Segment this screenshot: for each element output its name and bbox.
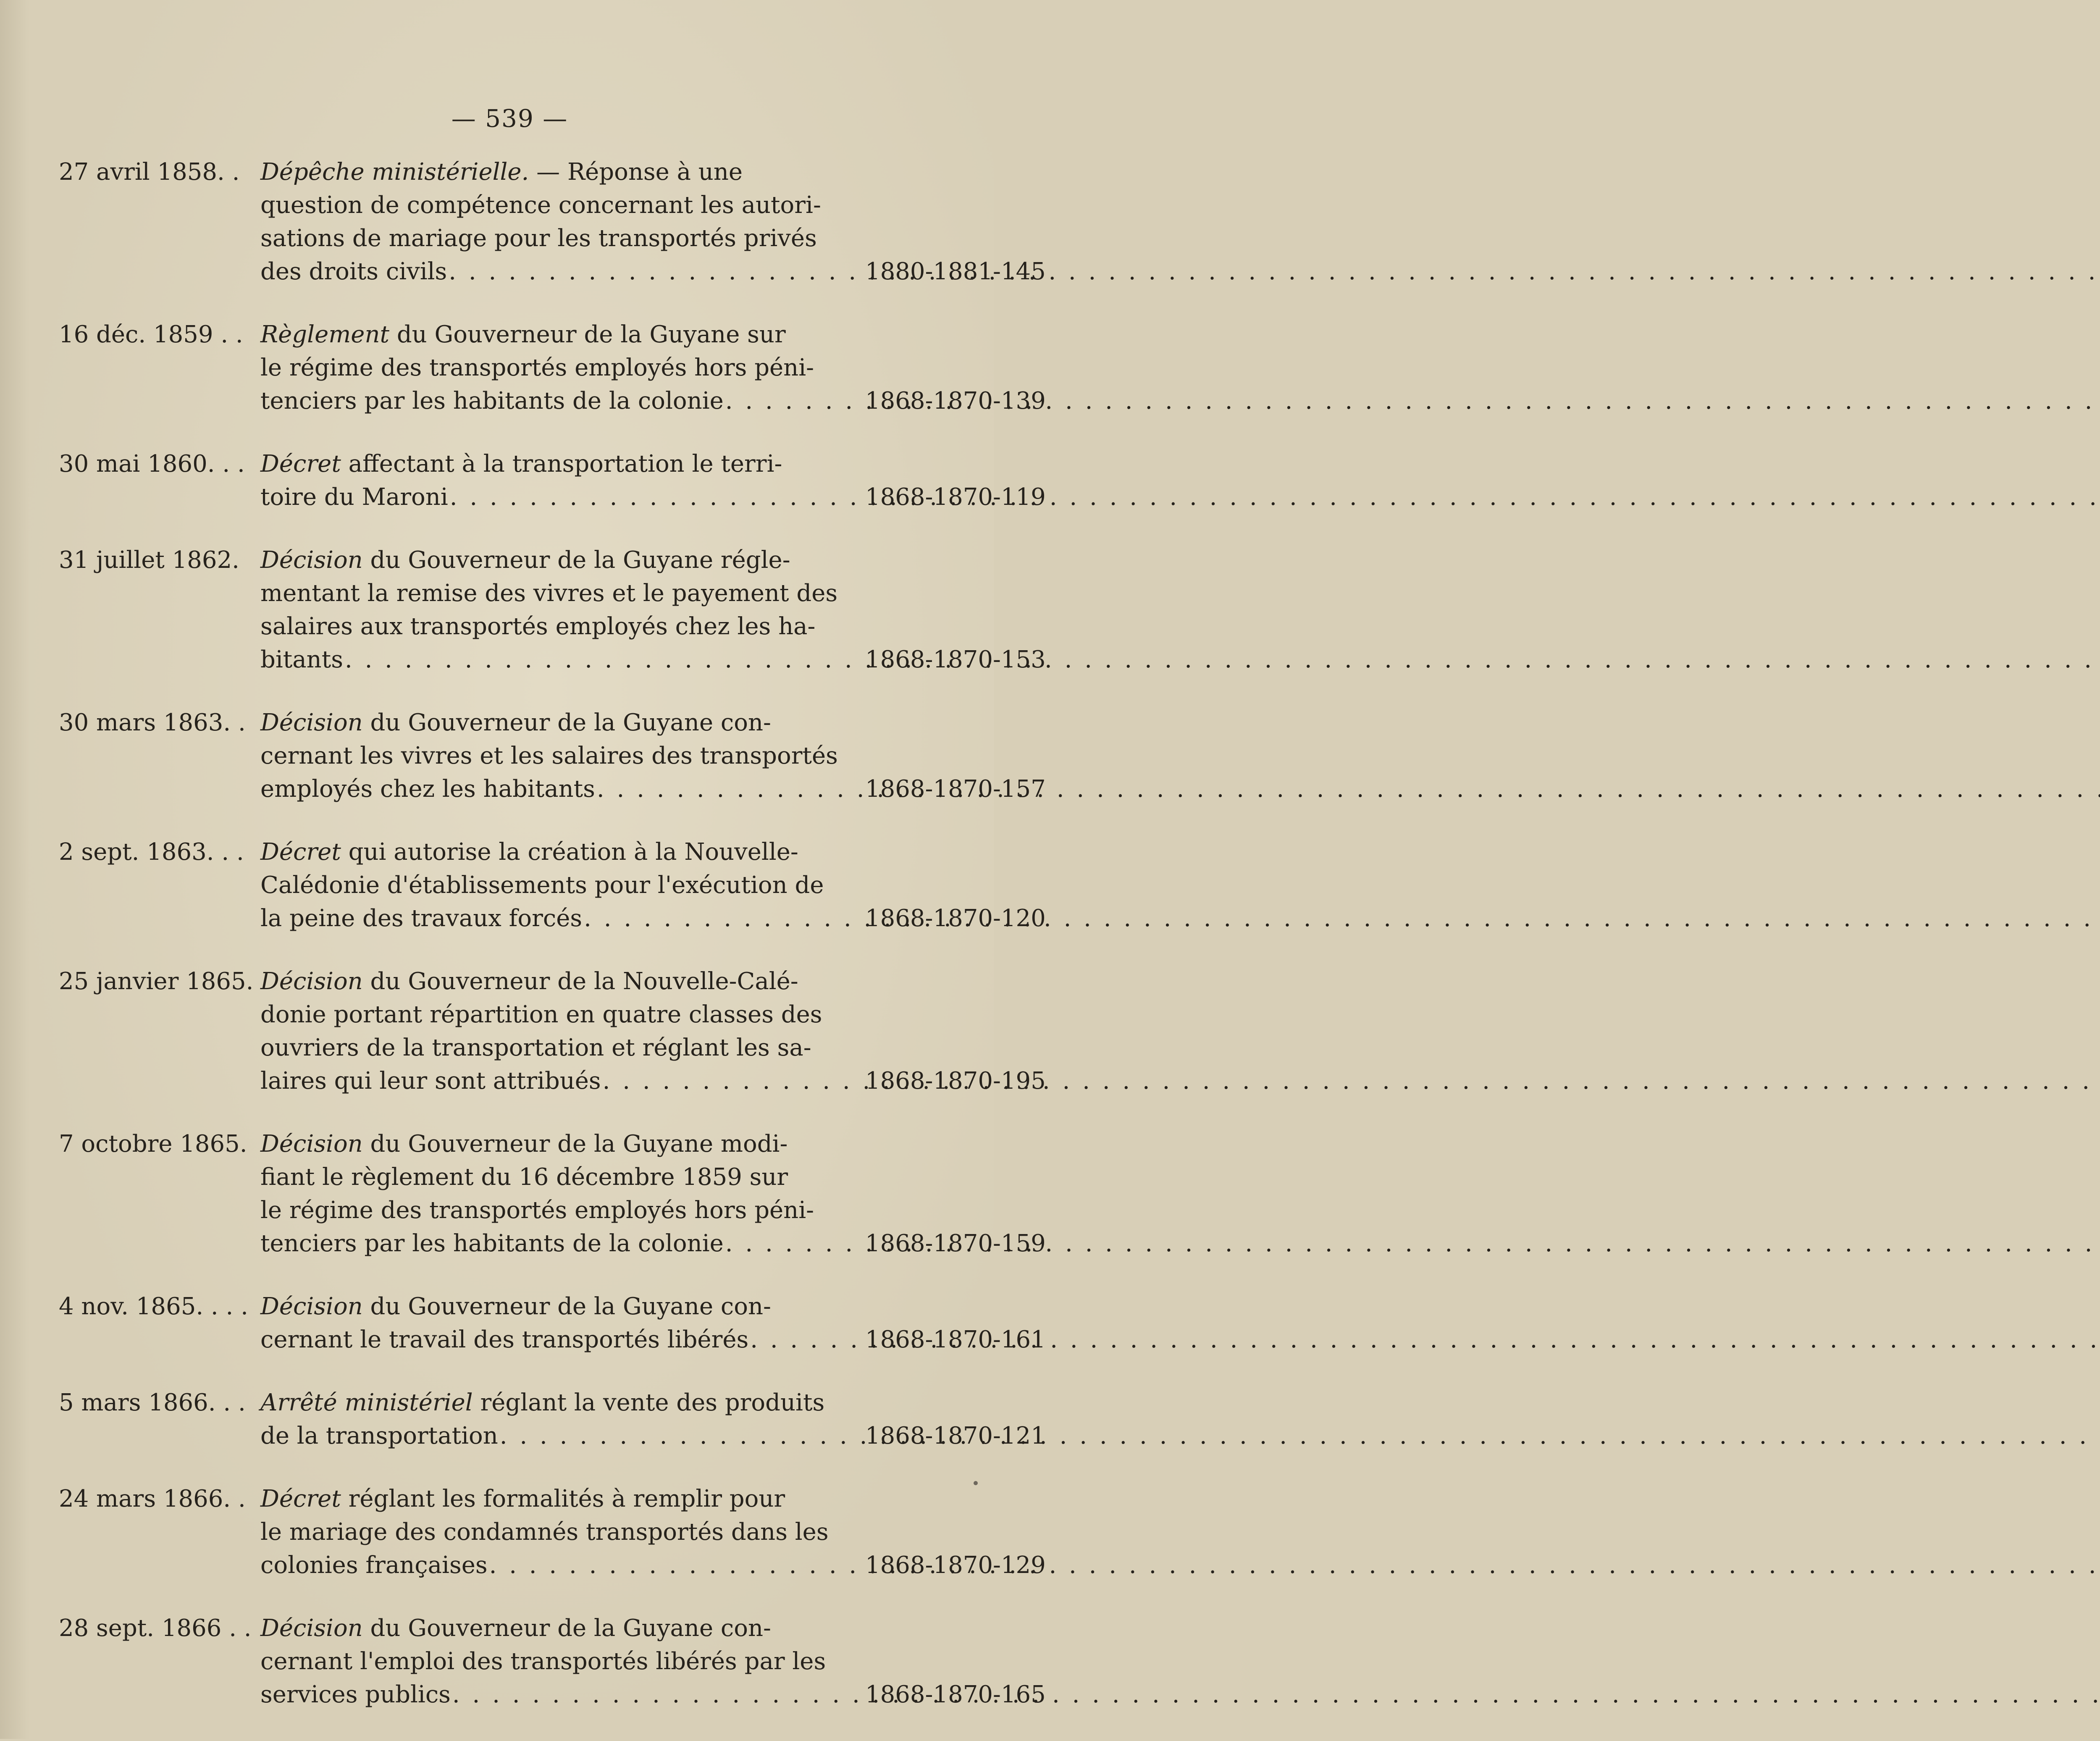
entry-line-text: Calédonie d'établissements pour l'exécution de — [260, 872, 824, 899]
entry-last-line — [260, 1323, 1046, 1356]
entry-line-text: tenciers par les habitants de la colonie — [260, 387, 724, 415]
entry-row — [59, 835, 1046, 935]
entry-row — [59, 1290, 1046, 1356]
entry-line-text: cernant le travail des transportés libérés — [260, 1326, 749, 1353]
entry-act-type: Décision — [260, 546, 363, 574]
entry-act-type: Décret — [260, 450, 341, 478]
entry-last-line — [260, 255, 1046, 288]
chronological-entry-list — [59, 155, 1046, 1741]
entry-text-line — [260, 1645, 865, 1678]
entry-text-line — [260, 998, 865, 1031]
entry-line-text: le régime des transportés employés hors péni- — [260, 1197, 814, 1224]
entry-last-line — [260, 481, 1046, 514]
entry-act-type: Décision — [260, 1130, 363, 1158]
entry-text-line — [260, 318, 865, 351]
entry-line-text: services publics — [260, 1681, 451, 1708]
entry-last-line — [260, 643, 1046, 676]
entry-text-line — [260, 706, 865, 739]
entry-text-line — [260, 189, 865, 222]
dot-leader — [452, 1678, 859, 1711]
dot-leader — [584, 902, 859, 935]
entry-act-type: Arrêté ministériel — [260, 1389, 473, 1416]
entry-text-line — [260, 1290, 865, 1323]
entry-text-line — [260, 577, 865, 610]
entry-line-text: réglant les formalités à remplir pour — [341, 1485, 785, 1513]
entry-description — [260, 155, 1046, 288]
bulletin-reference: 1868-1870-195 — [865, 1067, 1046, 1095]
entry-text-line — [260, 869, 865, 902]
dot-leader — [345, 643, 859, 676]
entry-description — [260, 965, 1046, 1098]
bulletin-reference: 1868-1870-129 — [865, 1552, 1046, 1579]
entry-act-type: Décision — [260, 1293, 363, 1320]
dot-leader — [725, 1227, 859, 1260]
entry-act-type: Décret — [260, 838, 341, 866]
entry-text-line — [260, 835, 865, 869]
book-page — [0, 0, 1046, 1739]
entry-date: 7 octobre 1865. — [59, 1130, 247, 1158]
entry-text-line — [260, 610, 865, 643]
entry-line-text: toire du Maroni — [260, 483, 448, 511]
entry-date: 30 mars 1863. . — [59, 709, 246, 736]
entry-row — [59, 155, 1046, 288]
entry-last-line — [260, 902, 1046, 935]
entry-line-text: question de compétence concernant les autori- — [260, 192, 821, 219]
bulletin-reference: 1868-1870-165 — [865, 1681, 1046, 1708]
entry-last-line — [260, 384, 1046, 418]
entry-date: 2 sept. 1863. . . — [59, 838, 244, 866]
dot-leader — [449, 255, 859, 288]
entry-row — [59, 447, 1046, 514]
entry-last-line — [260, 1549, 1046, 1582]
entry-line-text: colonies françaises — [260, 1552, 488, 1579]
entry-line-text: du Gouverneur de la Nouvelle-Calé- — [362, 968, 798, 995]
entry-text-line — [260, 1194, 865, 1227]
entry-last-line — [260, 1678, 1046, 1711]
entry-text-line — [260, 351, 865, 384]
entry-line-text: du Gouverneur de la Guyane con- — [362, 1293, 771, 1320]
entry-last-line — [260, 772, 1046, 806]
entry-line-text: du Gouverneur de la Guyane sur — [389, 321, 786, 348]
entry-row — [59, 1612, 1046, 1711]
bulletin-reference: 1868-1870-153 — [865, 646, 1046, 673]
bulletin-reference: 1868-1870-157 — [865, 775, 1046, 803]
entry-line-text: bitants — [260, 646, 343, 673]
entry-text-line — [260, 222, 865, 255]
entry-description — [260, 706, 1046, 806]
entry-date: 31 juillet 1862. — [59, 546, 239, 574]
entry-row — [59, 1482, 1046, 1582]
bulletin-reference: 1868-1870-120 — [865, 905, 1046, 932]
bulletin-reference: 1868-1870-119 — [865, 483, 1046, 511]
dot-leader — [500, 1419, 859, 1452]
entry-date: 24 mars 1866. . — [59, 1485, 246, 1513]
entry-line-text: — Réponse à une — [529, 158, 743, 186]
dot-leader — [489, 1549, 859, 1582]
entry-date: 4 nov. 1865. . . . — [59, 1293, 248, 1320]
entry-text-line — [260, 1386, 865, 1419]
entry-description — [260, 835, 1046, 935]
paper-speck — [974, 1481, 978, 1485]
entry-date: 25 janvier 1865. — [59, 968, 254, 995]
dot-leader — [603, 1064, 859, 1098]
entry-line-text: employés chez les habitants — [260, 775, 595, 803]
entry-line-text: des droits civils — [260, 258, 447, 285]
entry-text-line — [260, 155, 865, 189]
bulletin-reference: 1868-1870-121 — [865, 1422, 1046, 1450]
entry-text-line — [260, 1031, 865, 1064]
entry-text-line — [260, 447, 865, 481]
entry-last-line — [260, 1064, 1046, 1098]
entry-description — [260, 544, 1046, 676]
dot-leader — [725, 384, 859, 418]
entry-line-text: cernant l'emploi des transportés libérés par les — [260, 1648, 826, 1675]
entry-date: 28 sept. 1866 . . — [59, 1615, 252, 1642]
entry-row — [59, 1386, 1046, 1452]
entry-line-text: le régime des transportés employés hors péni- — [260, 354, 814, 381]
entry-last-line — [260, 1227, 1046, 1260]
entry-description — [260, 1386, 1046, 1452]
entry-line-text: mentant la remise des vivres et le payement des — [260, 580, 838, 607]
entry-row — [59, 1127, 1046, 1260]
entry-row — [59, 318, 1046, 418]
entry-row — [59, 706, 1046, 806]
entry-description — [260, 1127, 1046, 1260]
entry-description — [260, 1290, 1046, 1356]
entry-line-text: qui autorise la création à la Nouvelle- — [341, 838, 798, 866]
entry-line-text: fiant le règlement du 16 décembre 1859 sur — [260, 1163, 788, 1191]
entry-text-line — [260, 1127, 865, 1161]
entry-line-text: du Gouverneur de la Guyane modi- — [362, 1130, 788, 1158]
entry-line-text: du Gouverneur de la Guyane régle- — [362, 546, 790, 574]
entry-text-line — [260, 544, 865, 577]
entry-line-text: cernant les vivres et les salaires des transportés — [260, 742, 838, 769]
bulletin-reference: 1868-1870-159 — [865, 1230, 1046, 1257]
bulletin-reference: 1868-1870-161 — [865, 1326, 1046, 1353]
entry-line-text: tenciers par les habitants de la colonie — [260, 1230, 724, 1257]
entry-text-line — [260, 1161, 865, 1194]
entry-line-text: salaires aux transportés employés chez les ha- — [260, 613, 816, 640]
entry-line-text: donie portant répartition en quatre classes des — [260, 1001, 822, 1028]
bulletin-reference: 1868-1870-139 — [865, 387, 1046, 415]
entry-text-line — [260, 1515, 865, 1549]
bulletin-reference: 1880-1881-145 — [865, 258, 1046, 285]
entry-date: 16 déc. 1859 . . — [59, 321, 243, 348]
entry-line-text: du Gouverneur de la Guyane con- — [362, 1615, 771, 1642]
entry-act-type: Dépêche ministérielle. — [260, 158, 529, 186]
entry-act-type: Décision — [260, 709, 363, 736]
entry-act-type: Décision — [260, 968, 363, 995]
entry-description — [260, 1612, 1046, 1711]
entry-last-line — [260, 1419, 1046, 1452]
entry-line-text: laires qui leur sont attribués — [260, 1067, 601, 1095]
entry-text-line — [260, 1612, 865, 1645]
page-number: — 539 — — [451, 104, 568, 133]
entry-text-line — [260, 739, 865, 772]
entry-row — [59, 965, 1046, 1098]
entry-line-text: ouvriers de la transportation et réglant les sa- — [260, 1034, 811, 1061]
entry-act-type: Décret — [260, 1485, 341, 1513]
entry-date: 27 avril 1858. . — [59, 158, 240, 186]
entry-description — [260, 447, 1046, 514]
entry-line-text: de la transportation — [260, 1422, 498, 1450]
entry-act-type: Décision — [260, 1615, 363, 1642]
entry-text-line — [260, 1482, 865, 1515]
dot-leader — [597, 772, 859, 806]
entry-description — [260, 1482, 1046, 1582]
entry-line-text: la peine des travaux forcés — [260, 905, 583, 932]
entry-text-line — [260, 965, 865, 998]
entry-line-text: le mariage des condamnés transportés dans les — [260, 1518, 829, 1546]
entry-act-type: Règlement — [260, 321, 390, 348]
entry-description — [260, 318, 1046, 418]
entry-line-text: sations de mariage pour les transportés privés — [260, 225, 817, 252]
entry-date: 30 mai 1860. . . — [59, 450, 245, 478]
entry-date: 5 mars 1866. . . — [59, 1389, 246, 1416]
entry-line-text: du Gouverneur de la Guyane con- — [362, 709, 771, 736]
dot-leader — [750, 1323, 859, 1356]
entry-row — [59, 544, 1046, 676]
entry-line-text: réglant la vente des produits — [472, 1389, 825, 1416]
entry-line-text: affectant à la transportation le terri- — [341, 450, 782, 478]
dot-leader — [450, 481, 859, 514]
